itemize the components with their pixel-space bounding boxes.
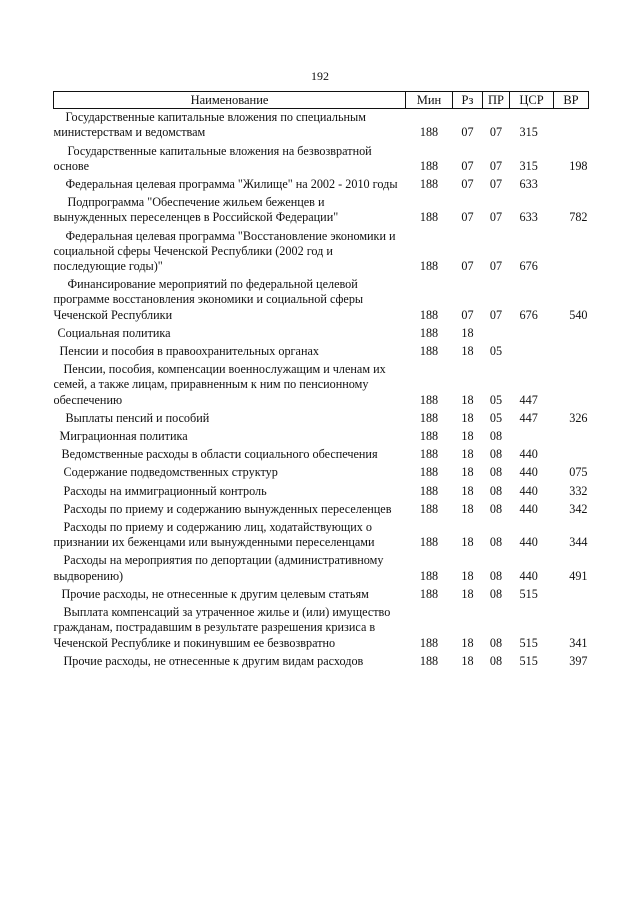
cell-rz: 18 xyxy=(461,465,474,480)
cell-name xyxy=(54,552,406,585)
cell-csr xyxy=(510,325,554,343)
cell-rz: 07 xyxy=(461,125,474,140)
cell-min: 188 xyxy=(419,259,439,274)
cell-min: 188 xyxy=(419,177,439,192)
cell-csr: 676 xyxy=(519,259,538,274)
cell-pr: 05 xyxy=(489,392,503,407)
row-name-text: Расходы по приему и содержанию лиц, ходатайствующих о признании их беженцами или вынужденными переселенцами xyxy=(53,520,375,550)
cell-rz: 18 xyxy=(461,501,474,516)
row-name-text: Пенсии и пособия в правоохранительных органах xyxy=(59,344,319,359)
cell-rz: 07 xyxy=(461,259,474,274)
cell-pr: 08 xyxy=(489,535,503,550)
cell-pr: 07 xyxy=(489,125,503,140)
cell-rz: 18 xyxy=(461,447,474,462)
cell-vr: 326 xyxy=(569,410,588,425)
cell-csr: 515 xyxy=(519,635,538,650)
cell-name xyxy=(54,604,406,653)
cell-vr: 397 xyxy=(569,653,588,668)
cell-csr: 515 xyxy=(519,653,538,668)
cell-name xyxy=(54,446,406,464)
cell-name xyxy=(54,143,406,176)
cell-rz: 18 xyxy=(461,410,474,425)
row-name-text: Миграционная политика xyxy=(59,429,188,444)
table-row xyxy=(54,501,589,519)
table-row xyxy=(54,325,589,343)
cell-csr: 447 xyxy=(519,410,538,425)
header-rz: Рз xyxy=(453,92,483,109)
cell-min: 188 xyxy=(419,447,439,462)
cell-csr: 633 xyxy=(519,177,538,192)
cell-pr: 07 xyxy=(489,177,503,192)
cell-name xyxy=(54,519,406,552)
row-name-text: Государственные капитальные вложения по специальным министерствам и ведомствам xyxy=(53,110,366,140)
cell-pr: 07 xyxy=(489,307,503,322)
header-vr: ВР xyxy=(554,92,589,109)
cell-csr: 440 xyxy=(519,465,538,480)
cell-csr xyxy=(510,428,554,446)
cell-name xyxy=(54,428,406,446)
cell-vr xyxy=(554,446,589,464)
row-name-text: Государственные капитальные вложения на безвозвратной основе xyxy=(53,143,372,173)
cell-vr xyxy=(554,176,589,194)
cell-name xyxy=(54,194,406,227)
header-csr: ЦСР xyxy=(510,92,554,109)
cell-csr: 440 xyxy=(519,535,538,550)
cell-min: 188 xyxy=(419,568,439,583)
row-name-text: Расходы на иммиграционный контроль xyxy=(63,483,267,498)
table-row xyxy=(54,586,589,604)
cell-vr xyxy=(554,361,589,410)
cell-min: 188 xyxy=(419,125,439,140)
cell-rz: 18 xyxy=(461,568,474,583)
header-pr: ПР xyxy=(483,92,510,109)
table-row xyxy=(54,483,589,501)
cell-csr: 440 xyxy=(519,568,538,583)
cell-pr: 07 xyxy=(489,158,503,173)
cell-name xyxy=(54,464,406,482)
row-name-text: Прочие расходы, не отнесенные к другим целевым статьям xyxy=(61,586,369,601)
cell-vr: 491 xyxy=(569,568,588,583)
table-row xyxy=(54,143,589,176)
cell-pr: 08 xyxy=(489,586,503,601)
table-row xyxy=(54,228,589,277)
row-name-text: Ведомственные расходы в области социального обеспечения xyxy=(61,447,378,462)
cell-vr: 344 xyxy=(569,535,588,550)
cell-rz: 18 xyxy=(461,325,474,340)
cell-rz: 18 xyxy=(461,535,474,550)
cell-vr xyxy=(554,325,589,343)
cell-min: 188 xyxy=(419,410,439,425)
cell-rz: 18 xyxy=(461,392,474,407)
cell-csr: 440 xyxy=(519,501,538,516)
cell-csr: 633 xyxy=(519,210,538,225)
table-header-row xyxy=(54,92,589,109)
cell-pr: 08 xyxy=(489,447,503,462)
cell-vr xyxy=(554,428,589,446)
cell-vr: 540 xyxy=(569,307,588,322)
cell-pr: 08 xyxy=(489,653,503,668)
budget-table xyxy=(53,91,589,671)
table-row xyxy=(54,109,589,143)
row-name-text: Выплаты пенсий и пособий xyxy=(65,410,210,425)
cell-rz: 18 xyxy=(461,653,474,668)
cell-pr: 07 xyxy=(489,259,503,274)
cell-rz: 07 xyxy=(461,307,474,322)
table-row xyxy=(54,343,589,361)
cell-pr: 08 xyxy=(489,483,503,498)
cell-name xyxy=(54,276,406,325)
cell-pr: 07 xyxy=(489,210,503,225)
table-row xyxy=(54,604,589,653)
row-name-text: Пенсии, пособия, компенсации военнослужащим и членам их семей, а также лицам, приравненным к ним по пенсионному обеспечению xyxy=(53,362,386,407)
cell-min: 188 xyxy=(419,501,439,516)
cell-vr: 198 xyxy=(569,158,588,173)
cell-min: 188 xyxy=(419,653,439,668)
cell-csr: 515 xyxy=(519,586,538,601)
cell-name xyxy=(54,586,406,604)
cell-min: 188 xyxy=(419,535,439,550)
table-row xyxy=(54,446,589,464)
cell-csr: 676 xyxy=(519,307,538,322)
cell-name xyxy=(54,228,406,277)
cell-name xyxy=(54,361,406,410)
cell-pr: 08 xyxy=(489,568,503,583)
cell-csr: 440 xyxy=(519,483,538,498)
cell-min: 188 xyxy=(419,307,439,322)
cell-name xyxy=(54,501,406,519)
row-name-text: Финансирование мероприятий по федеральной целевой программе восстановления экономики и социальной сферы Чеченской Республики xyxy=(53,277,364,322)
table-row xyxy=(54,519,589,552)
row-name-text: Прочие расходы, не отнесенные к другим видам расходов xyxy=(63,653,364,668)
cell-name xyxy=(54,176,406,194)
cell-vr xyxy=(554,109,589,143)
row-name-text: Содержание подведомственных структур xyxy=(63,465,278,480)
cell-rz: 18 xyxy=(461,483,474,498)
cell-pr: 08 xyxy=(489,429,503,444)
table-row xyxy=(54,410,589,428)
cell-pr: 08 xyxy=(489,465,503,480)
table-row xyxy=(54,276,589,325)
row-name-text: Подпрограмма "Обеспечение жильем беженцев и вынужденных переселенцев в Российской Федерации" xyxy=(53,195,339,225)
cell-pr: 05 xyxy=(489,410,503,425)
table-row xyxy=(54,428,589,446)
cell-min: 188 xyxy=(419,586,439,601)
cell-vr xyxy=(554,343,589,361)
row-name-text: Социальная политика xyxy=(57,325,171,340)
row-name-text: Расходы на мероприятия по депортации (административному выдворению) xyxy=(53,553,384,583)
cell-vr xyxy=(554,586,589,604)
cell-min: 188 xyxy=(419,635,439,650)
cell-rz: 18 xyxy=(461,586,474,601)
cell-vr: 782 xyxy=(569,210,588,225)
cell-vr: 075 xyxy=(569,465,588,480)
cell-min: 188 xyxy=(419,392,439,407)
cell-csr xyxy=(510,343,554,361)
cell-pr: 08 xyxy=(489,635,503,650)
cell-pr: 08 xyxy=(489,501,503,516)
table-row xyxy=(54,552,589,585)
table-row xyxy=(54,464,589,482)
row-name-text: Расходы по приему и содержанию вынужденных переселенцев xyxy=(63,501,392,516)
cell-pr: 05 xyxy=(489,344,503,359)
cell-rz: 07 xyxy=(461,177,474,192)
table-row xyxy=(54,194,589,227)
cell-name xyxy=(54,109,406,143)
table-body xyxy=(54,109,589,671)
cell-name xyxy=(54,325,406,343)
cell-name xyxy=(54,483,406,501)
cell-rz: 18 xyxy=(461,429,474,444)
cell-csr: 315 xyxy=(519,125,538,140)
cell-rz: 07 xyxy=(461,210,474,225)
cell-csr: 315 xyxy=(519,158,538,173)
cell-csr: 440 xyxy=(519,447,538,462)
row-name-text: Федеральная целевая программа "Жилище" на 2002 - 2010 годы xyxy=(65,177,398,192)
cell-min: 188 xyxy=(419,483,439,498)
cell-vr xyxy=(554,228,589,277)
cell-name xyxy=(54,653,406,671)
cell-name xyxy=(54,343,406,361)
cell-vr: 341 xyxy=(569,635,588,650)
header-min: Мин xyxy=(406,92,453,109)
table-row xyxy=(54,176,589,194)
cell-min: 188 xyxy=(419,158,439,173)
table-row xyxy=(54,361,589,410)
cell-pr xyxy=(483,325,510,343)
row-name-text: Выплата компенсаций за утраченное жилье и (или) имущество гражданам, пострадавшим в результате разрешения кризиса в Чеченской Республике и покинувшим ее безвозвратно xyxy=(53,605,391,650)
page-number: 192 xyxy=(311,69,329,83)
cell-rz: 18 xyxy=(461,344,474,359)
cell-min: 188 xyxy=(419,210,439,225)
cell-vr: 342 xyxy=(569,501,588,516)
header-name: Наименование xyxy=(54,92,406,109)
cell-rz: 18 xyxy=(461,635,474,650)
cell-name xyxy=(54,410,406,428)
cell-csr: 447 xyxy=(519,392,538,407)
cell-min: 188 xyxy=(419,429,439,444)
cell-min: 188 xyxy=(419,325,439,340)
cell-vr: 332 xyxy=(569,483,588,498)
cell-min: 188 xyxy=(419,465,439,480)
table-row xyxy=(54,653,589,671)
cell-min: 188 xyxy=(419,344,439,359)
row-name-text: Федеральная целевая программа "Восстановление экономики и социальной сферы Чеченской Республики (2002 год и последующие годы)" xyxy=(53,228,396,274)
cell-rz: 07 xyxy=(461,158,474,173)
